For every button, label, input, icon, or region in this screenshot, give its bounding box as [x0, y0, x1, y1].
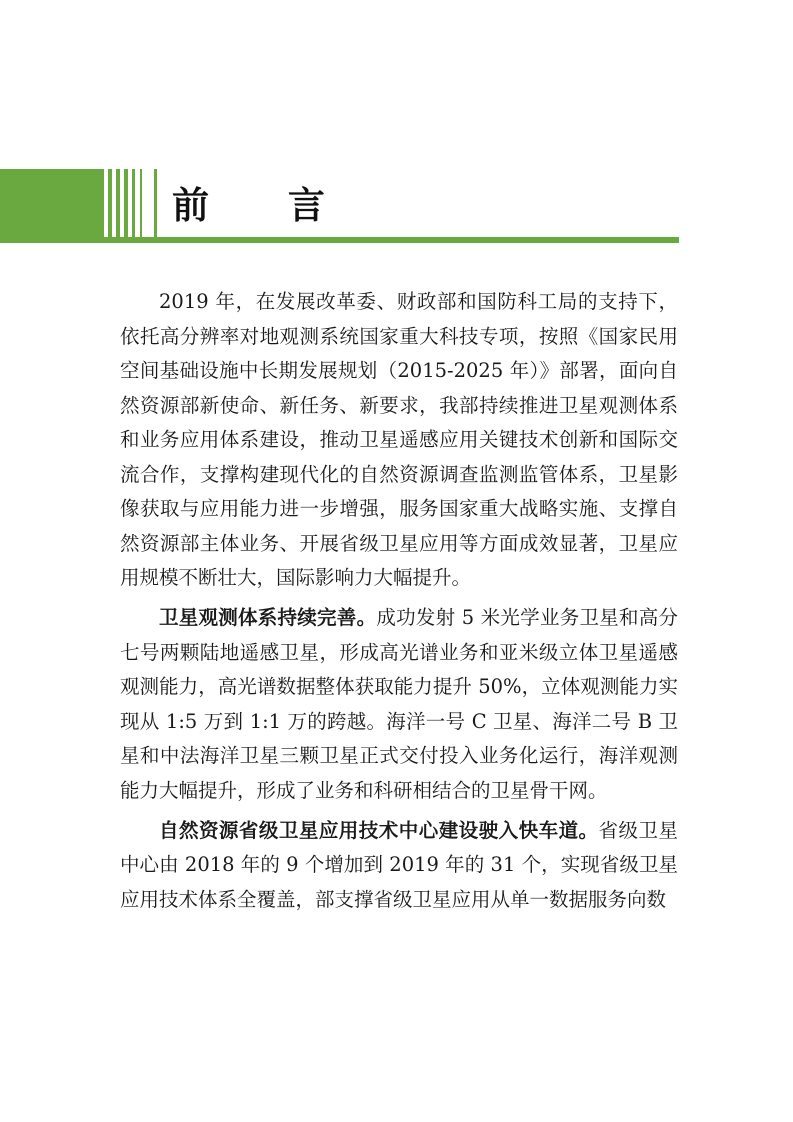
paragraph: [120, 814, 678, 918]
paragraph: [120, 601, 678, 808]
paragraph-lead: 自然资源省级卫星应用技术中心建设驶入快车道。: [159, 818, 599, 842]
paragraph-text: 省级卫星中心由 2018 年的 9 个增加到 2019 年的 31 个，实现省级卫星应用技术体系全覆盖，部支撑省级卫星应用从单一数据服务向数: [120, 818, 678, 911]
header-green-block: [0, 169, 104, 243]
header-stripe: [124, 169, 128, 243]
body-text: [120, 285, 678, 923]
header-stripe: [108, 169, 112, 243]
paragraph-text: 成功发射 5 米光学业务卫星和高分七号两颗陆地遥感卫星，形成高光谱业务和亚米级立体卫星遥感观测能力，高光谱数据整体获取能力提升 50%，立体观测能力实现从 1:5 万到 1:1 万的跨越。海洋一号 C 卫星、海洋二号 B 卫星和中法海洋卫星三颗卫星正式交付投入业务化运行，海洋观测能力大幅提升，形成了业务和科研相结合的卫星骨干网。: [120, 606, 678, 802]
paragraph-lead: 卫星观测体系持续完善。: [159, 606, 377, 629]
header-stripe: [132, 169, 135, 243]
header-stripe: [154, 169, 157, 243]
header-underline: [0, 237, 679, 243]
paragraph: [120, 285, 678, 596]
paragraph-text: 2019 年，在发展改革委、财政部和国防科工局的支持下，依托高分辨率对地观测系统国家重大科技专项，按照《国家民用空间基础设施中长期发展规划（2015-2025 年）》部署，面向自然资源部新使命、新任务、新要求，我部持续推进卫星观测体系和业务应用体系建设，推动卫星遥感应用关键技术创新和国际交流合作，支撑构建现代化的自然资源调查监测监管体系，卫星影像获取与应用能力进一步增强，服务国家重大战略实施、支撑自然资源部主体业务、开展省级卫星应用等方面成效显著，卫星应用规模不断壮大，国际影响力大幅提升。: [120, 290, 678, 589]
header-stripe: [116, 169, 120, 243]
header-stripe: [140, 169, 142, 243]
page-title: 前 言: [172, 183, 358, 227]
